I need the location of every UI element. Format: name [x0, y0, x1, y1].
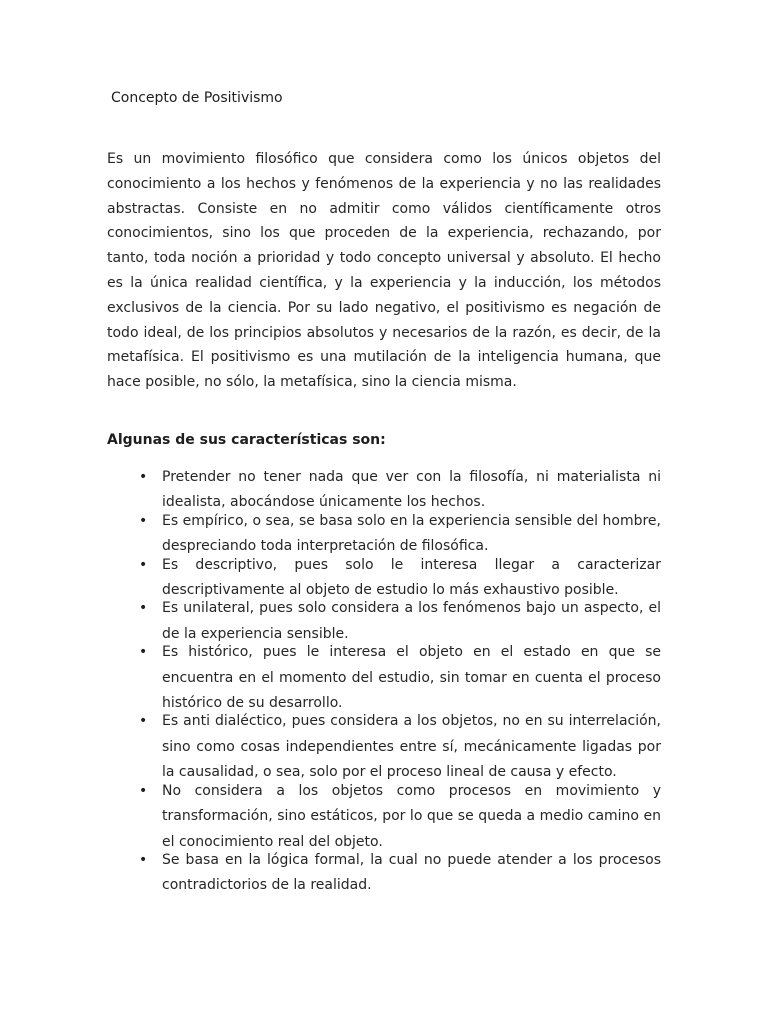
list-item-text: Pretender no tener nada que ver con la filosofía, ni materialista ni idealista, abocándose únicamente los hechos. [162, 469, 661, 511]
characteristics-list [107, 465, 661, 899]
bullet-icon: • [139, 644, 148, 661]
list-item-text: Es anti dialéctico, pues considera a los objetos, no en su interrelación, sino como cosas independientes entre sí, mecánicamente ligadas por la causalidad, o sea, solo por el proceso lineal de causa y efecto. [162, 713, 661, 781]
list-item [107, 640, 661, 716]
bullet-icon: • [139, 851, 148, 868]
bullet-icon: • [139, 782, 148, 799]
list-item [107, 848, 661, 899]
characteristics-heading: Algunas de sus características son: [107, 432, 386, 448]
intro-paragraph: Es un movimiento filosófico que considera como los únicos objetos del conocimiento a los hechos y fenómenos de la experiencia y no las realidades abstractas. Consiste en no admitir como válidos científicamente otros conocimientos, sino los que proceden de la experiencia, rechazando, por tanto, toda noción a prioridad y todo concepto universal y absoluto. El hecho es la única realidad científica, y la experiencia y la inducción, los métodos exclusivos de la ciencia. Por su lado negativo, el positivismo es negación de todo ideal, de los principios absolutos y necesarios de la razón, es decir, de la metafísica. El positivismo es una mutilación de la inteligencia humana, que hace posible, no sólo, la metafísica, sino la ciencia misma. [107, 151, 661, 391]
list-item [107, 709, 661, 785]
list-item-text: Es empírico, o sea, se basa solo en la experiencia sensible del hombre, despreciando toda interpretación de filosófica. [162, 512, 661, 555]
list-item [107, 779, 661, 855]
list-item-text: Es unilateral, pues solo considera a los fenómenos bajo un aspecto, el de la experiencia sensible. [162, 600, 661, 642]
document-title: Concepto de Positivismo [111, 90, 283, 106]
bullet-icon: • [139, 556, 148, 573]
list-item-text: Es descriptivo, pues solo le interesa llegar a caracterizar descriptivamente al objeto de estudio lo más exhaustivo posible. [162, 556, 661, 599]
bullet-icon: • [139, 512, 148, 529]
bullet-icon: • [139, 469, 148, 485]
bullet-icon: • [139, 600, 148, 617]
list-item-text: No considera a los objetos como procesos en movimiento y transformación, sino estáticos, por lo que se queda a medio camino en el conocimiento real del objeto. [162, 782, 661, 850]
list-item-text: Es histórico, pues le interesa el objeto en el estado en que se encuentra en el momento del estudio, sin tomar en cuenta el proceso histórico de su desarrollo. [162, 644, 661, 712]
bullet-icon: • [139, 713, 148, 730]
list-item-text: Se basa en la lógica formal, la cual no puede atender a los procesos contradictorios de la realidad. [162, 851, 661, 894]
